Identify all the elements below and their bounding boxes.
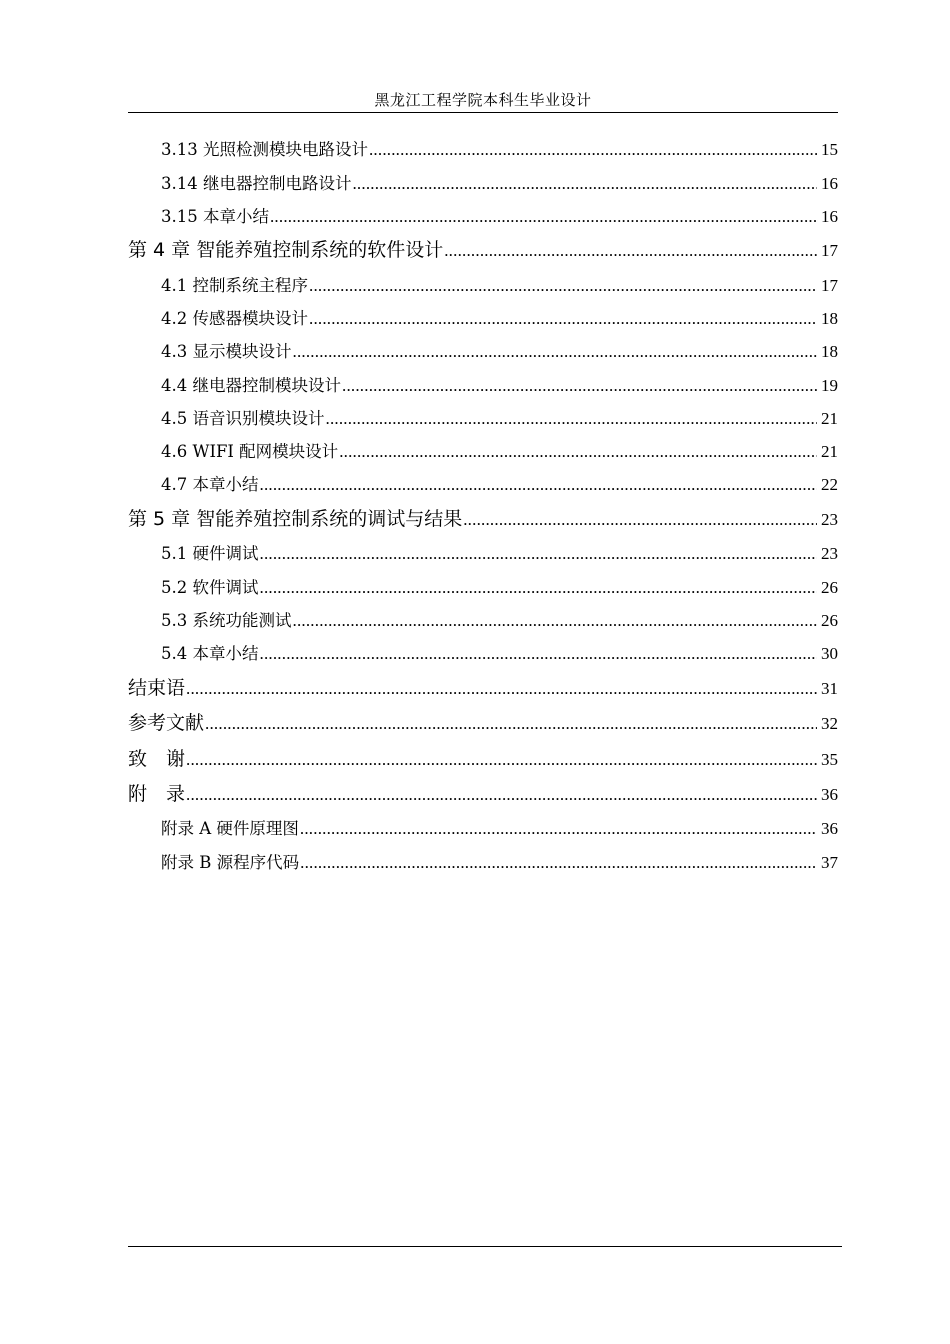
toc-entry-label: 附 录	[128, 783, 186, 806]
toc-entry-label: 4.7 本章小结	[161, 475, 259, 495]
toc-dot-leader	[326, 402, 818, 435]
toc-dot-leader	[309, 302, 817, 335]
toc-page-number: 19	[821, 375, 838, 395]
toc-section-entry[interactable]	[128, 402, 838, 435]
toc-section-entry[interactable]	[128, 335, 838, 368]
toc-page-number: 37	[821, 852, 838, 872]
toc-section-entry[interactable]	[128, 166, 838, 199]
toc-dot-leader	[309, 269, 817, 302]
toc-entry-label: 5.2 软件调试	[161, 577, 259, 597]
toc-page-number: 22	[821, 475, 838, 495]
toc-page-number: 35	[821, 749, 838, 769]
toc-page-number: 16	[821, 173, 838, 193]
toc-entry-label: 3.14 继电器控制电路设计	[161, 173, 352, 193]
toc-entry-label: 4.3 显示模块设计	[161, 342, 292, 362]
toc-dot-leader	[463, 502, 817, 537]
toc-page-number: 17	[821, 275, 838, 295]
toc-page-number: 21	[821, 408, 838, 428]
toc-dot-leader	[260, 637, 818, 670]
toc-section-entry[interactable]	[128, 604, 838, 637]
toc-entry-label: 附录 A 硬件原理图	[161, 819, 299, 839]
toc-dot-leader	[369, 133, 817, 166]
toc-entry-label: 3.15 本章小结	[161, 206, 269, 226]
toc-page-number: 26	[821, 610, 838, 630]
toc-entry-label: 4.5 语音识别模块设计	[161, 408, 325, 428]
toc-entry-label: 附录 B 源程序代码	[161, 852, 300, 872]
toc-section-entry[interactable]	[128, 468, 838, 501]
toc-page-number: 23	[821, 544, 838, 564]
toc-entry-label: 5.4 本章小结	[161, 644, 259, 664]
toc-entry-label: 4.1 控制系统主程序	[161, 275, 308, 295]
toc-dot-leader	[293, 335, 818, 368]
toc-section-entry[interactable]	[128, 845, 838, 878]
toc-dot-leader	[300, 812, 817, 845]
toc-entry-label: 第 4 章 智能养殖控制系统的软件设计	[128, 239, 444, 262]
toc-section-entry[interactable]	[128, 368, 838, 401]
toc-page-number: 18	[821, 308, 838, 328]
toc-chapter-entry[interactable]	[128, 233, 838, 269]
toc-entry-label: 4.2 传感器模块设计	[161, 308, 308, 328]
toc-page-number: 21	[821, 442, 838, 462]
toc-chapter-entry[interactable]	[128, 501, 838, 537]
toc-entry-label: 5.3 系统功能测试	[161, 610, 292, 630]
toc-page-number: 15	[821, 140, 838, 160]
toc-section-entry[interactable]	[128, 570, 838, 603]
toc-entry-label: 5.1 硬件调试	[161, 544, 259, 564]
footer-divider	[128, 1246, 842, 1247]
toc-dot-leader	[293, 604, 818, 637]
toc-dot-leader	[205, 706, 817, 741]
toc-entry-label: 致 谢	[128, 747, 186, 770]
toc-page-number: 32	[821, 714, 838, 734]
toc-page-number: 36	[821, 785, 838, 805]
toc-entry-label: 3.13 光照检测模块电路设计	[161, 140, 368, 160]
toc-page-number: 17	[821, 241, 838, 261]
toc-chapter-entry[interactable]	[128, 670, 838, 706]
toc-dot-leader	[352, 167, 817, 200]
toc-entry-label: 4.4 继电器控制模块设计	[161, 375, 341, 395]
toc-dot-leader	[339, 435, 817, 468]
toc-page-number: 16	[821, 206, 838, 226]
toc-dot-leader	[186, 742, 817, 777]
toc-entry-label: 4.6 WIFI 配网模块设计	[161, 442, 339, 462]
toc-section-entry[interactable]	[128, 200, 838, 233]
toc-section-entry[interactable]	[128, 637, 838, 670]
toc-page-number: 18	[821, 342, 838, 362]
toc-dot-leader	[186, 777, 817, 812]
toc-entry-label: 结束语	[128, 676, 186, 699]
toc-dot-leader	[260, 537, 818, 570]
toc-dot-leader	[342, 369, 817, 402]
toc-section-entry[interactable]	[128, 302, 838, 335]
toc-page-number: 26	[821, 577, 838, 597]
toc-section-entry[interactable]	[128, 268, 838, 301]
toc-dot-leader	[270, 200, 817, 233]
toc-chapter-entry[interactable]	[128, 777, 838, 813]
toc-section-entry[interactable]	[128, 537, 838, 570]
toc-chapter-entry[interactable]	[128, 706, 838, 742]
toc-page-number: 36	[821, 819, 838, 839]
toc-dot-leader	[260, 468, 818, 501]
toc-entry-label: 第 5 章 智能养殖控制系统的调试与结果	[128, 507, 463, 530]
toc-dot-leader	[444, 233, 817, 268]
toc-dot-leader	[300, 846, 817, 879]
toc-page-number: 31	[821, 678, 838, 698]
toc-section-entry[interactable]	[128, 812, 838, 845]
toc-page-number: 30	[821, 644, 838, 664]
toc-dot-leader	[186, 671, 817, 706]
table-of-contents	[128, 133, 838, 879]
toc-section-entry[interactable]	[128, 435, 838, 468]
page-header: 黑龙江工程学院本科生毕业设计	[128, 88, 838, 113]
toc-section-entry[interactable]	[128, 133, 838, 166]
toc-page-number: 23	[821, 509, 838, 529]
toc-chapter-entry[interactable]	[128, 741, 838, 777]
toc-entry-label: 参考文献	[128, 712, 205, 735]
toc-dot-leader	[260, 571, 818, 604]
